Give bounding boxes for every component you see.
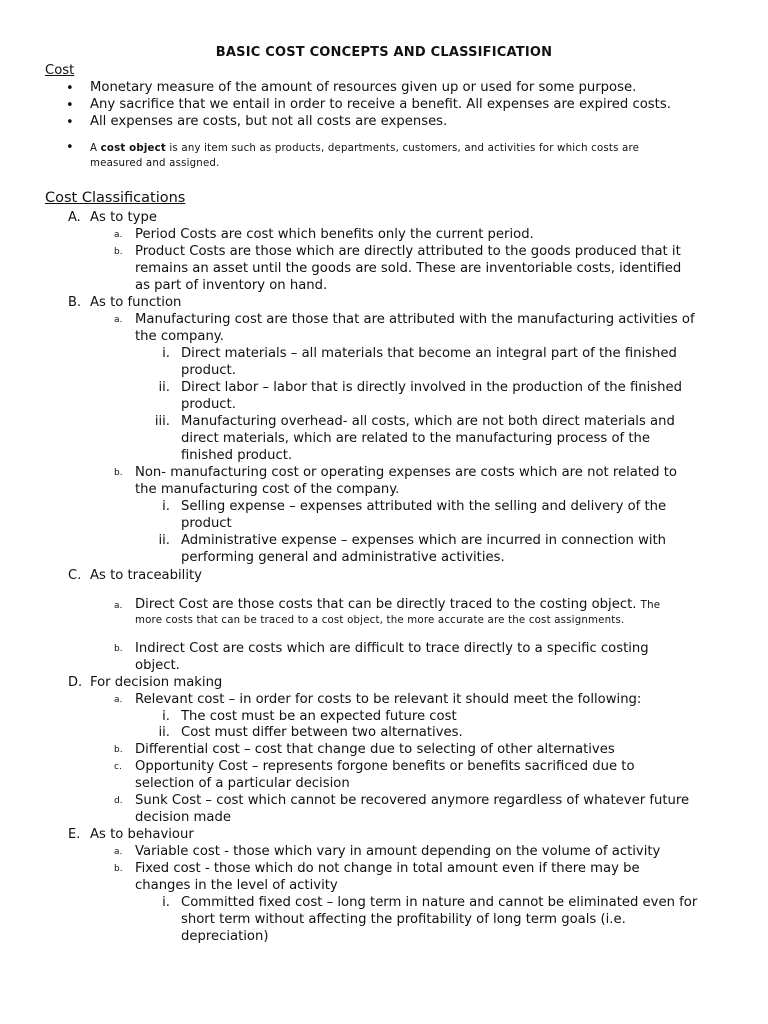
cost-object-rest: is any item such as products, departments, customers, and activities for which costs are bbox=[169, 143, 640, 154]
cost-object-prefix: A bbox=[90, 143, 98, 154]
section-a-label: As to type bbox=[90, 210, 157, 225]
bullet-marker: • bbox=[66, 81, 74, 96]
document-title: BASIC COST CONCEPTS AND CLASSIFICATION bbox=[215, 45, 553, 60]
period-costs-text: Period Costs are cost which benefits only the current period. bbox=[135, 227, 534, 242]
selling-expense-text-2: product bbox=[181, 516, 232, 531]
relevant-cost-text: Relevant cost – in order for costs to be relevant it should meet the following: bbox=[135, 692, 642, 707]
fixed-cost-text-1: Fixed cost - those which do not change in total amount even if there may be bbox=[135, 861, 640, 876]
section-marker-c: C. bbox=[68, 568, 82, 583]
item-marker: b. bbox=[114, 864, 123, 874]
item-marker: a. bbox=[114, 230, 123, 240]
sunk-cost-text-2: decision made bbox=[135, 810, 231, 825]
manufacturing-overhead-text-1: Manufacturing overhead- all costs, which are not both direct materials and bbox=[181, 414, 675, 429]
section-marker-e: E. bbox=[68, 827, 81, 842]
non-manufacturing-cost-text-2: the manufacturing cost of the company. bbox=[135, 482, 400, 497]
section-e-label: As to behaviour bbox=[90, 827, 194, 842]
committed-fixed-cost-text-2: short term without affecting the profitability of long term goals (i.e. bbox=[181, 912, 626, 927]
variable-cost-text: Variable cost - those which vary in amount depending on the volume of activity bbox=[135, 844, 661, 859]
indirect-cost-text-2: object. bbox=[135, 658, 180, 673]
direct-labor-text-2: product. bbox=[181, 397, 236, 412]
item-marker: a. bbox=[114, 695, 123, 705]
bullet-marker: • bbox=[66, 115, 74, 130]
product-costs-text-1: Product Costs are those which are directly attributed to the goods produced that it bbox=[135, 244, 681, 259]
cost-heading: Cost bbox=[45, 63, 75, 78]
sunk-cost-text-1: Sunk Cost – cost which cannot be recovered anymore regardless of whatever future bbox=[135, 793, 690, 808]
section-marker-d: D. bbox=[68, 675, 83, 690]
direct-materials-text-1: Direct materials – all materials that become an integral part of the finished bbox=[181, 346, 677, 361]
cost-bullet-3: All expenses are costs, but not all costs are expenses. bbox=[90, 114, 448, 129]
relevant-cost-condition-1: The cost must be an expected future cost bbox=[181, 709, 457, 724]
item-marker: a. bbox=[114, 315, 123, 325]
roman-marker: ii. bbox=[158, 725, 170, 740]
item-marker: b. bbox=[114, 247, 123, 257]
bullet-marker: • bbox=[66, 140, 74, 155]
section-d-label: For decision making bbox=[90, 675, 223, 690]
cost-object-term: cost object bbox=[100, 143, 166, 154]
direct-cost-main: Direct Cost are those costs that can be directly traced to the costing object. bbox=[135, 597, 637, 612]
item-marker: b. bbox=[114, 468, 123, 478]
bullet-marker: • bbox=[66, 98, 74, 113]
item-marker: b. bbox=[114, 745, 123, 755]
committed-fixed-cost-text-1: Committed fixed cost – long term in nature and cannot be eliminated even for bbox=[181, 895, 698, 910]
section-marker-b: B. bbox=[68, 295, 82, 310]
relevant-cost-condition-2: Cost must differ between two alternatives. bbox=[181, 725, 463, 740]
direct-materials-text-2: product. bbox=[181, 363, 236, 378]
direct-cost-note: more costs that can be traced to a cost object, the more accurate are the cost assignments. bbox=[135, 615, 625, 626]
roman-marker: i. bbox=[162, 895, 170, 910]
item-marker: a. bbox=[114, 601, 123, 611]
roman-marker: i. bbox=[162, 346, 170, 361]
product-costs-text-2: remains an asset until the goods are sold. These are inventoriable costs, identified bbox=[135, 261, 682, 276]
non-manufacturing-cost-text-1: Non- manufacturing cost or operating expenses are costs which are not related to bbox=[135, 465, 677, 480]
direct-labor-text-1: Direct labor – labor that is directly involved in the production of the finished bbox=[181, 380, 682, 395]
committed-fixed-cost-text-3: depreciation) bbox=[181, 929, 269, 944]
selling-expense-text-1: Selling expense – expenses attributed with the selling and delivery of the bbox=[181, 499, 667, 514]
section-c-label: As to traceability bbox=[90, 568, 202, 583]
roman-marker: i. bbox=[162, 709, 170, 724]
item-marker: d. bbox=[114, 796, 123, 806]
item-marker: a. bbox=[114, 847, 123, 857]
product-costs-text-3: as part of inventory on hand. bbox=[135, 278, 328, 293]
section-b-label: As to function bbox=[90, 295, 182, 310]
fixed-cost-text-2: changes in the level of activity bbox=[135, 878, 338, 893]
opportunity-cost-text-2: selection of a particular decision bbox=[135, 776, 350, 791]
cost-bullet-1: Monetary measure of the amount of resources given up or used for some purpose. bbox=[90, 80, 637, 95]
administrative-expense-text-1: Administrative expense – expenses which are incurred in connection with bbox=[181, 533, 667, 548]
manufacturing-cost-text-1: Manufacturing cost are those that are attributed with the manufacturing activities of bbox=[135, 312, 695, 327]
manufacturing-overhead-text-2: direct materials, which are related to the manufacturing process of the bbox=[181, 431, 650, 446]
cost-bullet-2: Any sacrifice that we entail in order to receive a benefit. All expenses are expired costs. bbox=[90, 97, 671, 112]
direct-cost-note-start: The bbox=[640, 600, 661, 611]
roman-marker: iii. bbox=[154, 414, 170, 429]
indirect-cost-text-1: Indirect Cost are costs which are difficult to trace directly to a specific costing bbox=[135, 641, 649, 656]
item-marker: b. bbox=[114, 644, 123, 654]
roman-marker: ii. bbox=[158, 533, 170, 548]
roman-marker: i. bbox=[162, 499, 170, 514]
administrative-expense-text-2: performing general and administrative activities. bbox=[181, 550, 505, 565]
item-marker: c. bbox=[114, 762, 122, 772]
cost-object-definition-line-2: measured and assigned. bbox=[90, 158, 220, 169]
roman-marker: ii. bbox=[158, 380, 170, 395]
section-marker-a: A. bbox=[68, 210, 81, 225]
manufacturing-overhead-text-3: finished product. bbox=[181, 448, 293, 463]
opportunity-cost-text-1: Opportunity Cost – represents forgone benefits or benefits sacrificed due to bbox=[135, 759, 635, 774]
cost-classifications-heading: Cost Classifications bbox=[45, 190, 186, 206]
differential-cost-text: Differential cost – cost that change due to selecting of other alternatives bbox=[135, 742, 615, 757]
manufacturing-cost-text-2: the company. bbox=[135, 329, 224, 344]
